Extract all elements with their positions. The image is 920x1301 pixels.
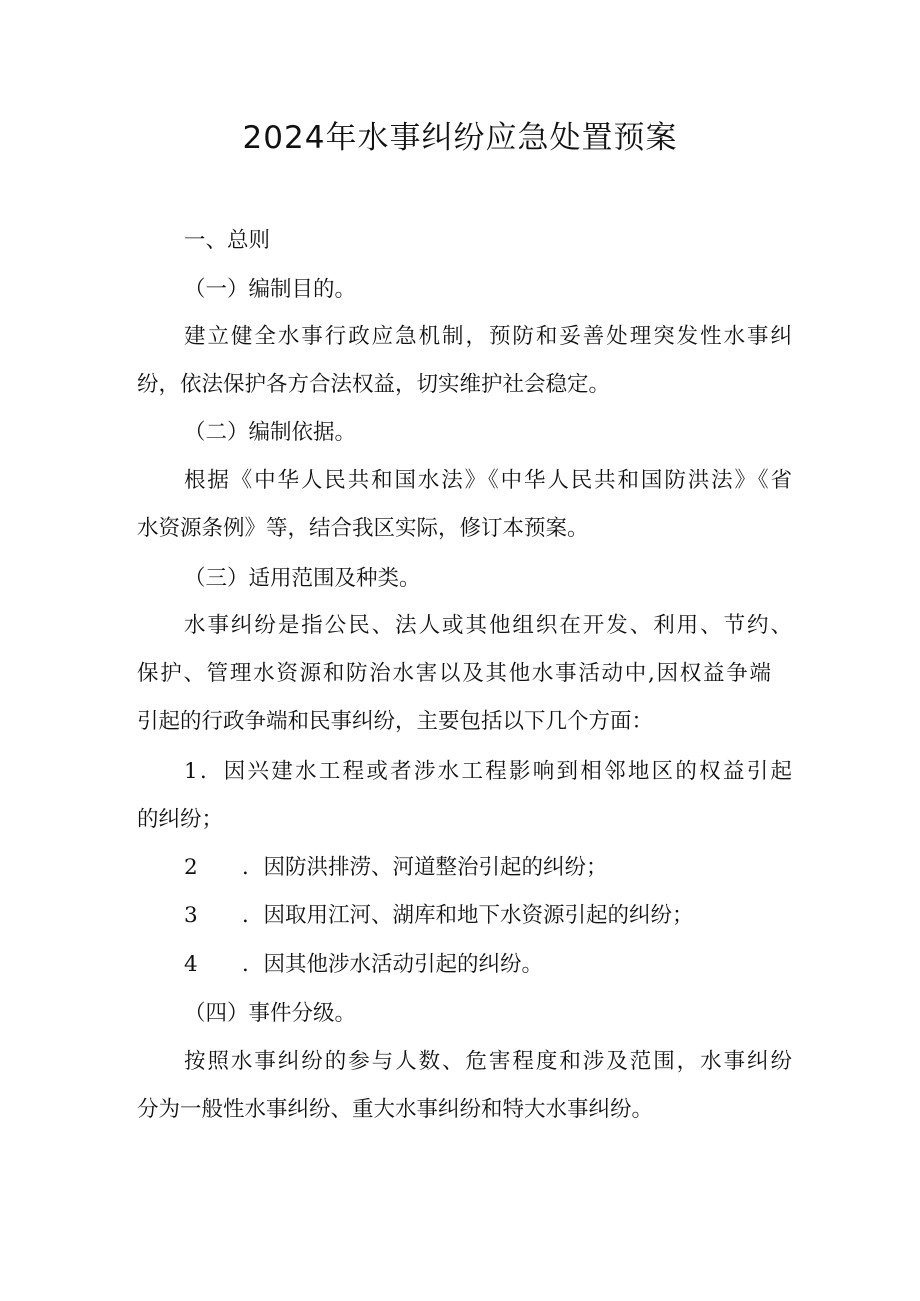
paragraph-purpose-line-1: 建立健全水事行政应急机制，预防和妥善处理突发性水事纠	[184, 324, 792, 349]
list-item-1-line-1: 1．因兴建水工程或者涉水工程影响到相邻地区的权益引起	[184, 759, 792, 784]
subsection-heading-basis: （二）编制依据。	[184, 420, 357, 445]
list-item-3-text: ．因取用江河、湖库和地下水资源引起的纠纷；	[242, 903, 694, 928]
list-item-4	[184, 950, 543, 980]
list-item-1-line-2: 的纠纷；	[137, 807, 224, 832]
subsection-heading-grading: （四）事件分级。	[184, 1001, 357, 1026]
list-item-4-text: ．因其他涉水活动引起的纠纷。	[242, 952, 544, 977]
list-item-3-number: 3	[184, 903, 198, 928]
paragraph-basis-line-2: 水资源条例》等，结合我区实际，修订本预案。	[137, 516, 589, 541]
paragraph-scope-line-1: 水事纠纷是指公民、法人或其他组织在开发、利用、节约、	[184, 613, 792, 638]
list-item-4-number: 4	[184, 952, 198, 977]
subsection-heading-purpose: （一）编制目的。	[184, 277, 357, 302]
paragraph-basis-line-1: 根据《中华人民共和国水法》《中华人民共和国防洪法》《省	[184, 468, 792, 493]
section-heading-general: 一、总则	[184, 228, 271, 253]
paragraph-grading-line-2: 分为一般性水事纠纷、重大水事纠纷和特大水事纠纷。	[137, 1097, 654, 1122]
paragraph-grading-line-1: 按照水事纠纷的参与人数、危害程度和涉及范围，水事纠纷	[184, 1049, 792, 1074]
subsection-heading-scope: （三）适用范围及种类。	[184, 566, 421, 591]
paragraph-scope-line-2: 保护、管理水资源和防治水害以及其他水事活动中,因权益争端	[137, 661, 771, 686]
paragraph-scope-line-3: 引起的行政争端和民事纠纷，主要包括以下几个方面：	[137, 709, 654, 734]
paragraph-purpose-line-2: 纷，依法保护各方合法权益，切实维护社会稳定。	[137, 372, 611, 397]
list-item-2	[184, 853, 608, 883]
list-item-2-text: ．因防洪排涝、河道整治引起的纠纷；	[242, 855, 608, 880]
list-item-3	[184, 901, 694, 931]
list-item-2-number: 2	[184, 855, 198, 880]
document-title: 2024年水事纠纷应急处置预案	[242, 120, 678, 156]
